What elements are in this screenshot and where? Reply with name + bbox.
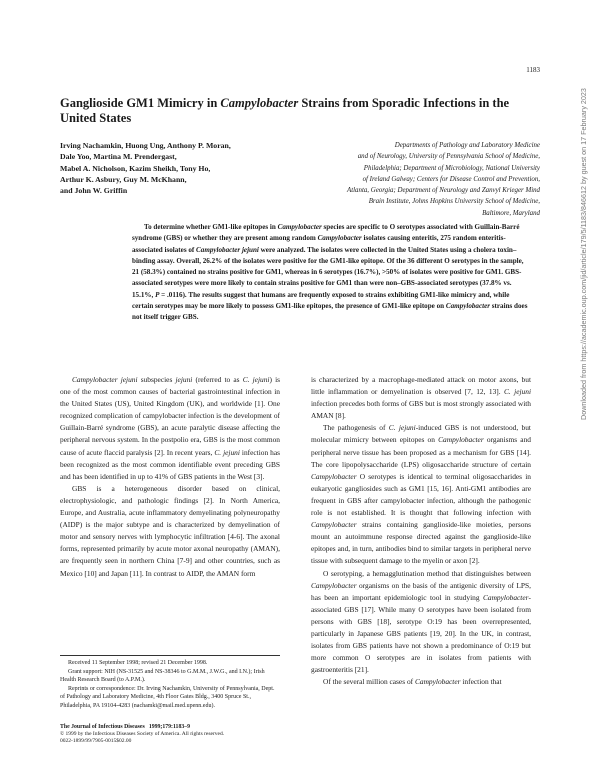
footnote-reprints: Reprints or correspondence: Dr. Irving Nachamkin, University of Pennsylvania, Dept. of Pathology and Laboratory Medicine, 4th Floor Gates Bldg., 3400 Spruce St., Philadelphia, PA 19104-4283 (nachamki@mail.med.upenn.edu). xyxy=(60,685,275,709)
body-column-right xyxy=(311,374,531,688)
abstract-text: strains does not itself trigger GBS. xyxy=(132,302,528,322)
affiliation-line: Atlanta, Georgia; Department of Neurology and Zanvyl Krieger Mind xyxy=(347,187,540,195)
body-text: -induced GBS is not understood, but molecular mimicry between epitopes on xyxy=(311,423,531,445)
abstract-italic: Campylobacter jejuni xyxy=(196,245,259,254)
affiliation-line: Brain Institute, Johns Hopkins University School of Medicine, xyxy=(368,198,540,206)
body-text: O serotypes is identical to terminal oligosaccharides in eukaryotic gangliosides such as GM1 [15, 16]. Anti-GM1 antibodies are frequent in GBS after campylobacter infection, although the pathogenic role is not established. It is thought that following infection with xyxy=(311,471,531,518)
affiliation-line: and of Neurology, University of Pennsylvania School of Medicine, xyxy=(357,153,540,161)
body-paragraph xyxy=(60,374,280,483)
abstract-paragraph xyxy=(132,222,530,324)
download-watermark: Downloaded from https://academic.oup.com/jid/article/179/5/1183/846612 by guest on 17 February 2023 xyxy=(579,88,588,420)
body-italic: C. jejuni xyxy=(388,423,416,433)
footnotes xyxy=(60,655,280,710)
body-italic: jejuni xyxy=(175,375,193,384)
title-part-2: Strains from Sporadic Infections in the United States xyxy=(60,96,510,125)
body-italic: Campylobacter jejuni xyxy=(72,375,138,384)
journal-name: The Journal of Infectious Diseases xyxy=(60,724,145,730)
body-column-left xyxy=(60,374,280,580)
author-line: Arthur K. Asbury, Guy M. McKhann, xyxy=(60,174,187,184)
abstract-italic: Campylobacter xyxy=(317,234,362,243)
footnote-received: Received 11 September 1998; revised 21 December 1998. xyxy=(68,660,208,666)
author-line: Dale Yoo, Martina M. Prendergast, xyxy=(60,152,177,162)
body-text: ) is one of the most common causes of bacterial gastrointestinal infection in the United States (US), United Kingdom (UK), and worldwide [1]. One recognized complication of campylobacter infection is the development of Guillain-Barré syndrome (GBS), an acute paralytic disease affecting the peripheral nervous system. In the postpolio era, GBS is the most common cause of acute flaccid paralysis [2]. In recent years, xyxy=(60,375,280,457)
body-text: The pathogenesis of xyxy=(323,423,389,433)
body-text: subspecies xyxy=(137,375,176,384)
body-text: organisms on the basis of the antigenic diversity of LPS, has been an important epidemiologic tool in studying xyxy=(311,580,531,602)
body-text: -associated GBS [17]. While many O serotypes have been isolated from persons with GBS [18], serotype O:19 has been overrepresented, particularly in Japanese GBS patients [19, 20]. In the UK, in contrast, isolates from GBS patients have not shown a predominance of O:19 but more common O serotypes are in isolates from patients with gastroenteritis [21]. xyxy=(311,592,531,675)
abstract-text: isolates causing enteritis, 275 random enteritis-associated isolates of xyxy=(132,234,506,254)
body-italic: C. jejuni xyxy=(214,447,240,457)
body-paragraph xyxy=(311,374,531,422)
author-list xyxy=(60,140,290,196)
author-line: Mabel A. Nicholson, Kazim Sheikh, Tony Ho, xyxy=(60,163,211,173)
journal-info xyxy=(60,724,300,746)
page-number: 1183 xyxy=(526,66,540,74)
body-text: infection precedes both forms of GBS but is most strongly associated with AMAN [8]. xyxy=(311,399,531,421)
body-paragraph xyxy=(311,422,531,567)
title-part-1: Ganglioside GM1 Mimicry in xyxy=(60,96,221,110)
body-italic: Campylobacter xyxy=(482,592,529,602)
body-italic: Campylobacter xyxy=(438,435,484,445)
affiliation-list xyxy=(300,140,540,219)
body-italic: Campylobacter xyxy=(414,677,461,687)
body-italic: Campylobacter xyxy=(311,520,357,530)
body-italic: C. jejuni xyxy=(242,375,270,384)
body-paragraph xyxy=(311,676,531,688)
affiliation-line: Philadelphia; Department of Microbiology, National University xyxy=(363,164,540,172)
author-line: and John W. Griffin xyxy=(60,186,128,196)
affiliation-line: of Ireland Galway; Centers for Disease Control and Prevention, xyxy=(362,175,540,183)
abstract-italic: Campylobacter xyxy=(445,302,491,311)
body-paragraph: GBS is a heterogeneous disorder based on clinical, electrophysiologic, and pathologic findings [2]. In North America, Europe, and Australia, acute inflammatory demyelinating polyneuropathy (AIDP) is the major subtype and is characterized by demyelination of motor and sensory nerves with lymphocytic infiltration [4-6]. The axonal forms, represented primarily by acute motor axonal neuropathy (AMAN), are frequently seen in northern China [7-9] and other countries, such as Mexico [10] and Japan [11]. In contrast to AIDP, the AMAN form xyxy=(60,483,280,578)
body-text: Of the several million cases of xyxy=(323,677,415,687)
abstract-text: = .0116). The results suggest that humans are frequently exposed to strains exhibiting GM1-like mimicry and, while certain serotypes may be more likely to possess GM1-like epitopes, the presence of GM1-like epitope on xyxy=(132,290,510,311)
abstract-text: species are specific to O serotypes associated with Guillain-Barré syndrome (GBS) or whether they are present among random xyxy=(132,223,520,243)
title-italic-genus: Campylobacter xyxy=(220,96,299,110)
body-text: (referred to as xyxy=(192,375,243,384)
abstract xyxy=(132,222,530,324)
abstract-italic: Campylobacter xyxy=(277,223,322,231)
abstract-text: To determine whether GM1-like epitopes in xyxy=(144,223,278,231)
journal-copyright: © 1999 by the Infectious Diseases Society of America. All rights reserved. xyxy=(60,731,225,738)
journal-code: 0022-1899/99/7905-0015$02.00 xyxy=(60,738,132,745)
body-text: strains containing ganglioside-like moieties, persons mount an autoimmune response directed against the ganglioside-like epitopes and, in turn, antibodies bind to similar targets in peripheral nerve tissue with subsequent damage to the myelin or axon [2]. xyxy=(311,520,531,566)
article-title xyxy=(60,96,530,126)
affiliation-line: Departments of Pathology and Laboratory Medicine xyxy=(394,142,540,149)
body-text: infection that xyxy=(460,677,502,687)
body-italic: Campylobacter xyxy=(311,471,357,481)
body-italic: C. jejuni xyxy=(503,387,531,397)
body-text: O serotyping, a hemagglutination method that distinguishes between xyxy=(323,568,531,578)
journal-citation: 1999;179:1183–9 xyxy=(148,724,191,730)
footnote-grant: Grant support: NIH (NS-31525 and NS-38346 to G.M.M., J.W.G., and I.N.); Irish Health Research Board (to A.P.M.). xyxy=(60,668,265,683)
body-text: infection has been recognized as the most common identifiable event preceding GBS and has been identified in up to 41% of GBS patients in the West [3]. xyxy=(60,447,280,481)
affiliation-line: Baltimore, Maryland xyxy=(482,209,540,217)
body-text: is characterized by a macrophage-mediated attack on motor axons, but little inflammation or demyelination is observed [7, 12, 13]. xyxy=(311,375,531,397)
body-paragraph xyxy=(311,568,531,677)
footnote-divider xyxy=(60,655,280,656)
abstract-italic: P xyxy=(155,290,160,299)
body-italic: Campylobacter xyxy=(311,580,357,590)
author-line: Irving Nachamkin, Huong Ung, Anthony P. Moran, xyxy=(60,141,231,150)
body-text: organisms and peripheral nerve tissue has been proposed as a mechanism for GBS [14]. The core lipopolysaccharide (LPS) oligosaccharide structure of certain xyxy=(311,435,531,469)
abstract-text: were analyzed. The isolates were collected in the United States using a cholera toxin–binding assay. Overall, 26.2% of the isolates were positive for the GM1-like epitope. Of the 36 different O serotypes in the sample, 21 (58.3%) contained no strains positive for GM1, whereas in 6 serotypes (16.7%), >50% of isolates were positive for GM1. GBS-associated serotypes were more likely to contain strains positive for GM1 than were non–GBS-associated serotypes (37.8% vs. 15.1%, xyxy=(132,245,524,299)
